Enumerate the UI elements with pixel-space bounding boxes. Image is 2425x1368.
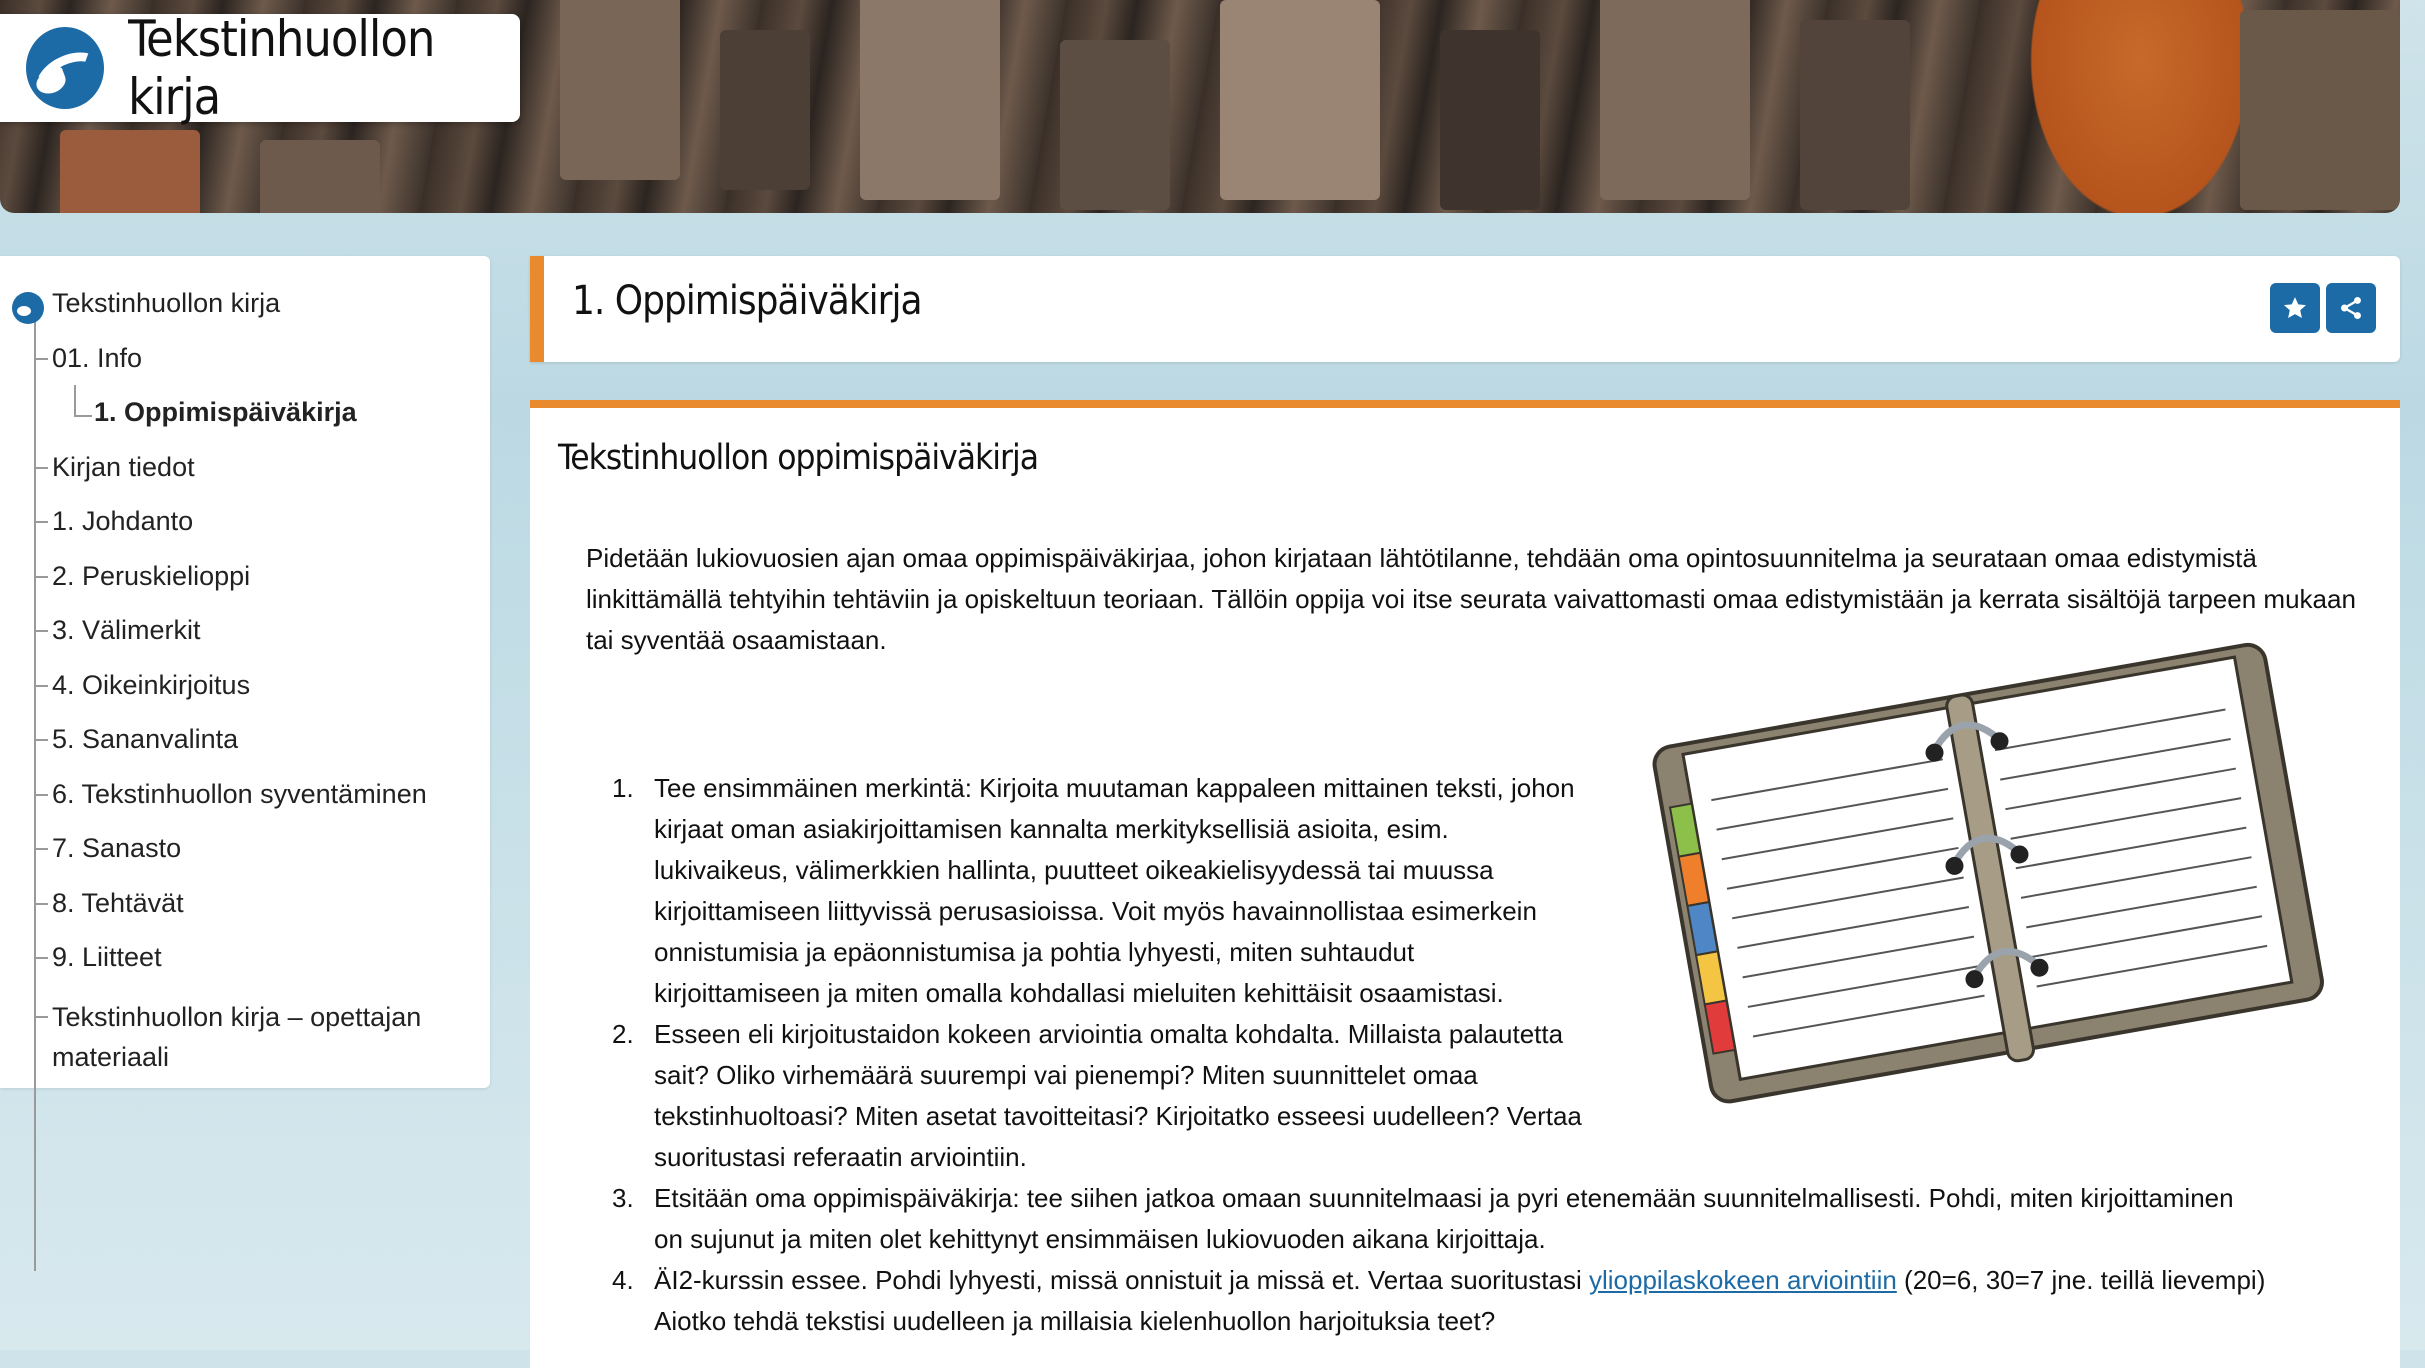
task-list (586, 768, 2265, 1342)
sidebar-item-kirjan-tiedot[interactable] (0, 440, 490, 495)
page-title: 1. Oppimispäiväkirja (572, 278, 922, 324)
list-number: 2. (612, 1019, 634, 1049)
list-item (586, 768, 2265, 1014)
tree-tick (34, 630, 48, 632)
list-line (654, 1260, 2265, 1301)
list-item (586, 1014, 2265, 1178)
list-text: ÄI2-kurssin essee. Pohdi lyhyesti, missä onnistuit ja missä et. Vertaa suoritustasi (654, 1265, 1589, 1295)
intro-paragraph: Pidetään lukiovuosien ajan omaa oppimispäiväkirjaa, johon kirjataan lähtötilanne, tehdään oma opintosuunnitelma ja seurataan omaa edistymistä linkittämällä tehtyihin tehtäviin ja opiskeltuun teoriaan. Tällöin oppija voi itse seurata vaivattomasti omaa edistymistään ja kerrata sisältöjä tarpeen mukaan tai syventää osaamistaan. (586, 543, 2356, 655)
list-line: onnistumisia ja epäonnistumisa ja pohtia lyhyesti, miten suhtaudut (654, 937, 1415, 967)
list-number: 4. (612, 1265, 634, 1295)
sidebar-item-label: Tekstinhuollon kirja (52, 288, 281, 318)
sidebar-item-valimerkit[interactable] (0, 603, 490, 658)
tree-tick (34, 903, 48, 905)
list-line: Aiotko tehdä tekstisi uudelleen ja millaisia kielenhuollon harjoituksia teet? (654, 1306, 1496, 1336)
page-header (530, 256, 2400, 362)
star-icon (2282, 295, 2308, 321)
list-item (586, 1260, 2265, 1342)
tree-tick (34, 521, 48, 523)
tree-tick (34, 467, 48, 469)
header-banner (0, 0, 2400, 213)
section-title: Tekstinhuollon oppimispäiväkirja (558, 438, 1039, 478)
list-text: (20=6, 30=7 jne. teillä lievempi) (1896, 1265, 2266, 1295)
sidebar-item-label: 3. Välimerkit (52, 615, 201, 645)
tree-tick (34, 685, 48, 687)
sidebar-item-syventaminen[interactable] (0, 767, 490, 822)
list-number: 3. (612, 1183, 634, 1213)
sidebar-item-opettajan-materiaali[interactable] (0, 985, 490, 1079)
sidebar-item-johdanto[interactable] (0, 494, 490, 549)
logo-icon (26, 27, 104, 109)
sidebar-item-label: 1. Johdanto (52, 506, 194, 536)
brand[interactable] (0, 10, 520, 126)
sidebar-item-label: 8. Tehtävät (52, 887, 184, 918)
tree-tick (34, 358, 48, 360)
list-item (586, 1178, 2265, 1260)
sidebar-item-label: 9. Liitteet (52, 942, 162, 972)
sidebar-item-root[interactable] (0, 276, 490, 331)
list-line: tekstinhuoltoasi? Miten asetat tavoitteitasi? Kirjoitatko esseesi uudelleen? Vertaa (654, 1101, 1582, 1131)
brand-title: Tekstinhuollon kirja (128, 10, 435, 126)
sidebar-item-label: 5. Sananvalinta (52, 724, 239, 754)
sidebar-item-sananvalinta[interactable] (0, 712, 490, 767)
list-line: Tee ensimmäinen merkintä: Kirjoita muutaman kappaleen mittainen teksti, johon (654, 773, 1575, 803)
tree-tick (34, 794, 48, 796)
list-line: kirjaat oman asiakirjoittamisen kannalta merkityksellisiä asioita, esim. (654, 814, 1449, 844)
tree-tick (34, 848, 48, 850)
list-line: sait? Oliko virhemäärä suurempi vai pienempi? Miten suunnittelet omaa (654, 1060, 1478, 1090)
sidebar-item-tehtavat[interactable] (0, 876, 490, 931)
sidebar-item-oppimispaivakirja[interactable] (0, 385, 490, 440)
logo-icon (12, 292, 44, 324)
list-line: kirjoittamiseen ja miten omalla kohdallasi mieluiten kehittäisit osaamistasi. (654, 978, 1504, 1008)
arviointi-link[interactable]: ylioppilaskokeen arviointiin (1588, 1265, 1897, 1295)
sidebar-nav (0, 276, 490, 1079)
sidebar-item-liitteet[interactable] (0, 930, 490, 985)
sidebar-item-label: materiaali (52, 1041, 170, 1072)
sidebar-item-info[interactable] (0, 331, 490, 386)
bookmark-button[interactable] (2270, 283, 2320, 333)
sidebar-item-sanasto[interactable] (0, 821, 490, 876)
sidebar-item-label: 01. Info (52, 342, 143, 373)
sidebar-item-label: 4. Oikeinkirjoitus (52, 669, 251, 700)
content-panel (530, 400, 2400, 1368)
sidebar-item-label: 2. Peruskielioppi (52, 560, 251, 591)
accent-bar (530, 256, 544, 362)
tree-elbow (74, 385, 92, 417)
sidebar-item-oikeinkirjoitus[interactable] (0, 658, 490, 713)
tree-tick (34, 739, 48, 741)
list-line: lukivaikeus, välimerkkien hallinta, puutteet oikeakielisyydessä tai muussa (654, 855, 1494, 885)
sidebar-item-label: Kirjan tiedot (52, 451, 195, 482)
tree-tick (34, 957, 48, 959)
sidebar-item-label: 7. Sanasto (52, 833, 182, 863)
sidebar-item-peruskielioppi[interactable] (0, 549, 490, 604)
sidebar-item-label: 1. Oppimispäiväkirja (94, 397, 357, 427)
list-line: suoritustasi referaatin arviointiin. (654, 1142, 1027, 1172)
list-line: Etsitään oma oppimispäiväkirja: tee siihen jatkoa omaan suunnitelmaasi ja pyri etenemään suunnitelmallisesti. Pohdi, miten kirjoittaminen (654, 1183, 2234, 1213)
list-number: 1. (612, 773, 634, 803)
sidebar (0, 256, 490, 1088)
sidebar-item-label: 6. Tekstinhuollon syventäminen (52, 778, 427, 809)
list-line: Esseen eli kirjoitustaidon kokeen arviointia omalta kohdalta. Millaista palautetta (654, 1019, 1564, 1049)
tree-tick (34, 576, 48, 578)
sidebar-item-label: Tekstinhuollon kirja – opettajan (52, 1001, 422, 1032)
share-icon (2338, 295, 2364, 321)
list-line: kirjoittamiseen liittyvissä perusasioissa. Voit myös havainnollistaa esimerkein (654, 896, 1537, 926)
share-button[interactable] (2326, 283, 2376, 333)
tree-tick (34, 1016, 48, 1018)
list-line: on sujunut ja miten olet kehittynyt ensimmäisen lukiovuoden aikana kirjoittaja. (654, 1224, 1546, 1254)
